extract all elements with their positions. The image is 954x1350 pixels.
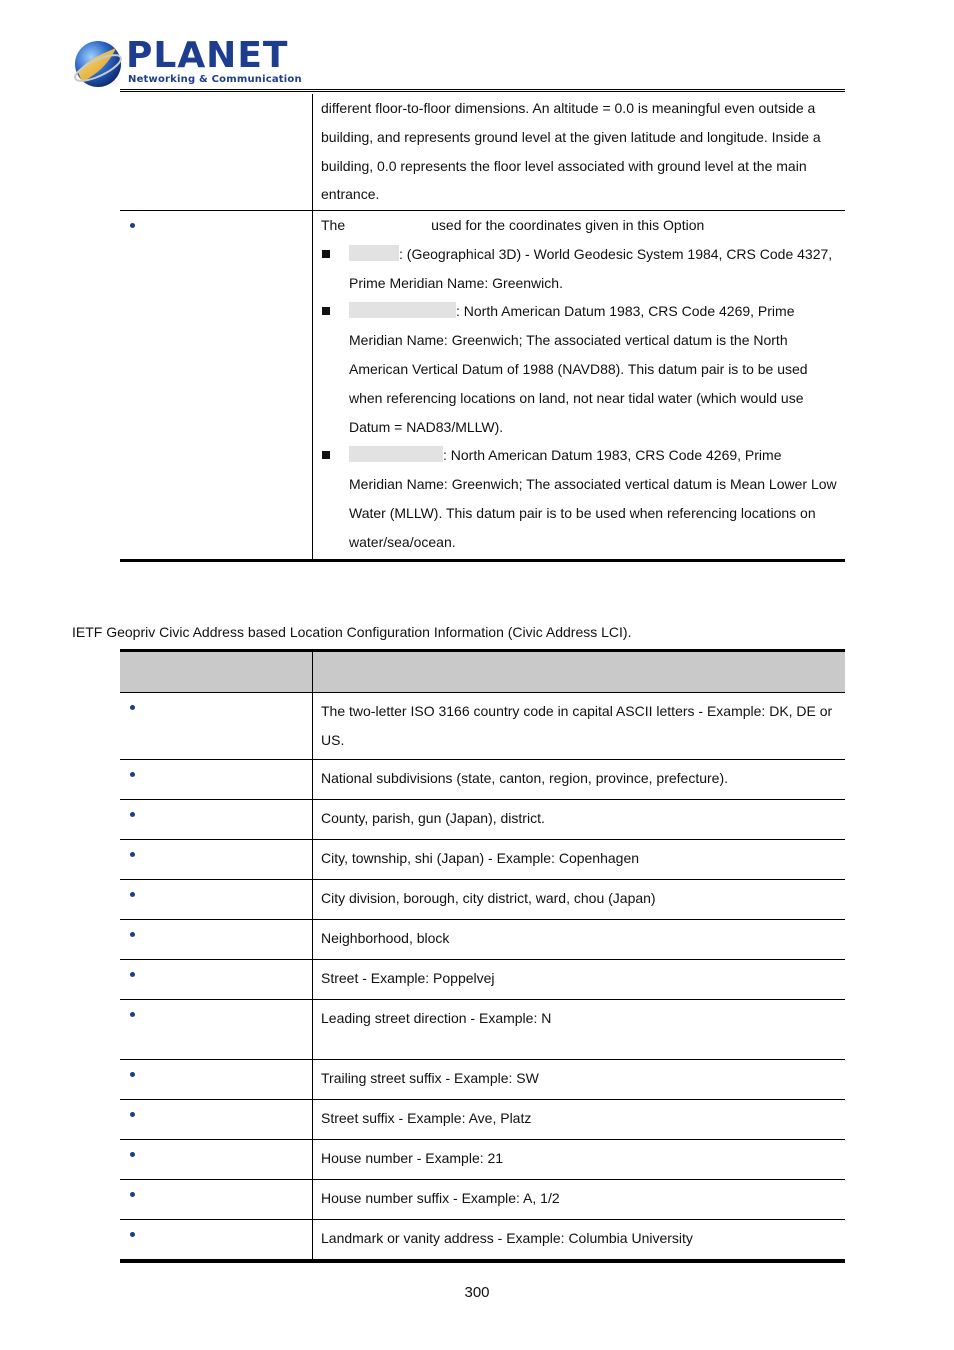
field-description: Leading street direction - Example: N bbox=[313, 1000, 846, 1060]
table-bottom-rule bbox=[120, 559, 845, 562]
table-row bbox=[120, 1000, 845, 1060]
datum-intro-before: The bbox=[321, 217, 346, 233]
field-description: City division, borough, city district, ward, chou (Japan) bbox=[313, 880, 846, 920]
globe-icon bbox=[72, 38, 124, 90]
datum-item-text: : North American Datum 1983, CRS Code 4269, Prime Meridian Name: Greenwich; The associated vertical datum is Mean Lower Low Water (MLLW). This datum pair is to be used when referencing locations on water/sea/ocean. bbox=[349, 447, 837, 550]
table-row bbox=[120, 960, 845, 1000]
datum-item-text: : (Geographical 3D) - World Geodesic System 1984, CRS Code 4327, Prime Meridian Name: Greenwich. bbox=[349, 245, 833, 291]
datum-item-text: : North American Datum 1983, CRS Code 4269, Prime Meridian Name: Greenwich; The associated vertical datum is the North American Vertical Datum of 1988 (NAVD88). This datum pair is to be used when referencing locations on land, not near tidal water (which would use Datum = NAD83/MLLW). bbox=[349, 303, 808, 435]
datum-name-highlight bbox=[349, 245, 399, 261]
square-bullet-icon bbox=[322, 307, 330, 315]
bullet-dot bbox=[130, 1072, 135, 1077]
bullet-dot bbox=[130, 223, 135, 228]
datum-item bbox=[321, 297, 837, 441]
field-description: Landmark or vanity address - Example: Columbia University bbox=[313, 1220, 846, 1260]
bullet-dot bbox=[130, 852, 135, 857]
altitude-description: different floor-to-floor dimensions. An altitude = 0.0 is meaningful even outside a building, and represents ground level at the given latitude and longitude. Inside a building, 0.0 represents the floor level associated with ground level at the main entrance. bbox=[313, 94, 846, 211]
planet-logo bbox=[72, 35, 302, 92]
field-description: County, parish, gun (Japan), district. bbox=[313, 800, 846, 840]
field-description: House number suffix - Example: A, 1/2 bbox=[313, 1180, 846, 1220]
table-row bbox=[120, 800, 845, 840]
field-description: Trailing street suffix - Example: SW bbox=[313, 1060, 846, 1100]
bullet-dot bbox=[130, 892, 135, 897]
altitude-datum-table bbox=[120, 94, 845, 559]
datum-description bbox=[313, 211, 846, 559]
civic-address-rows bbox=[120, 693, 845, 1260]
table-row bbox=[120, 211, 845, 559]
table-row bbox=[120, 1100, 845, 1140]
bullet-dot bbox=[130, 932, 135, 937]
header-cell-object bbox=[120, 651, 313, 693]
table-row bbox=[120, 94, 845, 211]
field-description: Street - Example: Poppelvej bbox=[313, 960, 846, 1000]
field-description: The two-letter ISO 3166 country code in capital ASCII letters - Example: DK, DE or US. bbox=[313, 693, 846, 760]
bullet-dot bbox=[130, 1192, 135, 1197]
field-description: Neighborhood, block bbox=[313, 920, 846, 960]
field-description: City, township, shi (Japan) - Example: Copenhagen bbox=[313, 840, 846, 880]
field-description: Street suffix - Example: Ave, Platz bbox=[313, 1100, 846, 1140]
table-row bbox=[120, 840, 845, 880]
table-header-row bbox=[120, 651, 845, 693]
table-row bbox=[120, 693, 845, 760]
datum-intro bbox=[321, 211, 837, 240]
civic-address-table bbox=[120, 649, 845, 1260]
header-cell-description bbox=[313, 651, 846, 693]
bullet-dot bbox=[130, 972, 135, 977]
brand-tagline: Networking & Communication bbox=[128, 74, 302, 85]
page-number: 300 bbox=[464, 1284, 490, 1301]
table-row bbox=[120, 880, 845, 920]
brand-name: PLANET bbox=[126, 35, 289, 76]
datum-item bbox=[321, 441, 837, 556]
field-description: National subdivisions (state, canton, region, province, prefecture). bbox=[313, 760, 846, 800]
bullet-dot bbox=[130, 1152, 135, 1157]
table-row bbox=[120, 1180, 845, 1220]
civic-address-intro: IETF Geopriv Civic Address based Location Configuration Information (Civic Address LCI). bbox=[72, 624, 632, 640]
table-row bbox=[120, 760, 845, 800]
table-row bbox=[120, 1140, 845, 1180]
datum-item bbox=[321, 240, 837, 298]
bullet-dot bbox=[130, 772, 135, 777]
bullet-dot bbox=[130, 1232, 135, 1237]
datum-intro-after: used for the coordinates given in this Option bbox=[431, 217, 705, 233]
table-row bbox=[120, 1220, 845, 1260]
datum-name-highlight bbox=[349, 446, 443, 462]
bullet-dot bbox=[130, 1112, 135, 1117]
table-row bbox=[120, 920, 845, 960]
header-rule bbox=[120, 89, 845, 92]
square-bullet-icon bbox=[322, 250, 330, 258]
bullet-dot bbox=[130, 812, 135, 817]
bullet-dot bbox=[130, 705, 135, 710]
field-description: House number - Example: 21 bbox=[313, 1140, 846, 1180]
datum-name-highlight bbox=[349, 302, 456, 318]
square-bullet-icon bbox=[322, 451, 330, 459]
table-row bbox=[120, 1060, 845, 1100]
table-bottom-rule bbox=[120, 1260, 845, 1263]
bullet-dot bbox=[130, 1012, 135, 1017]
